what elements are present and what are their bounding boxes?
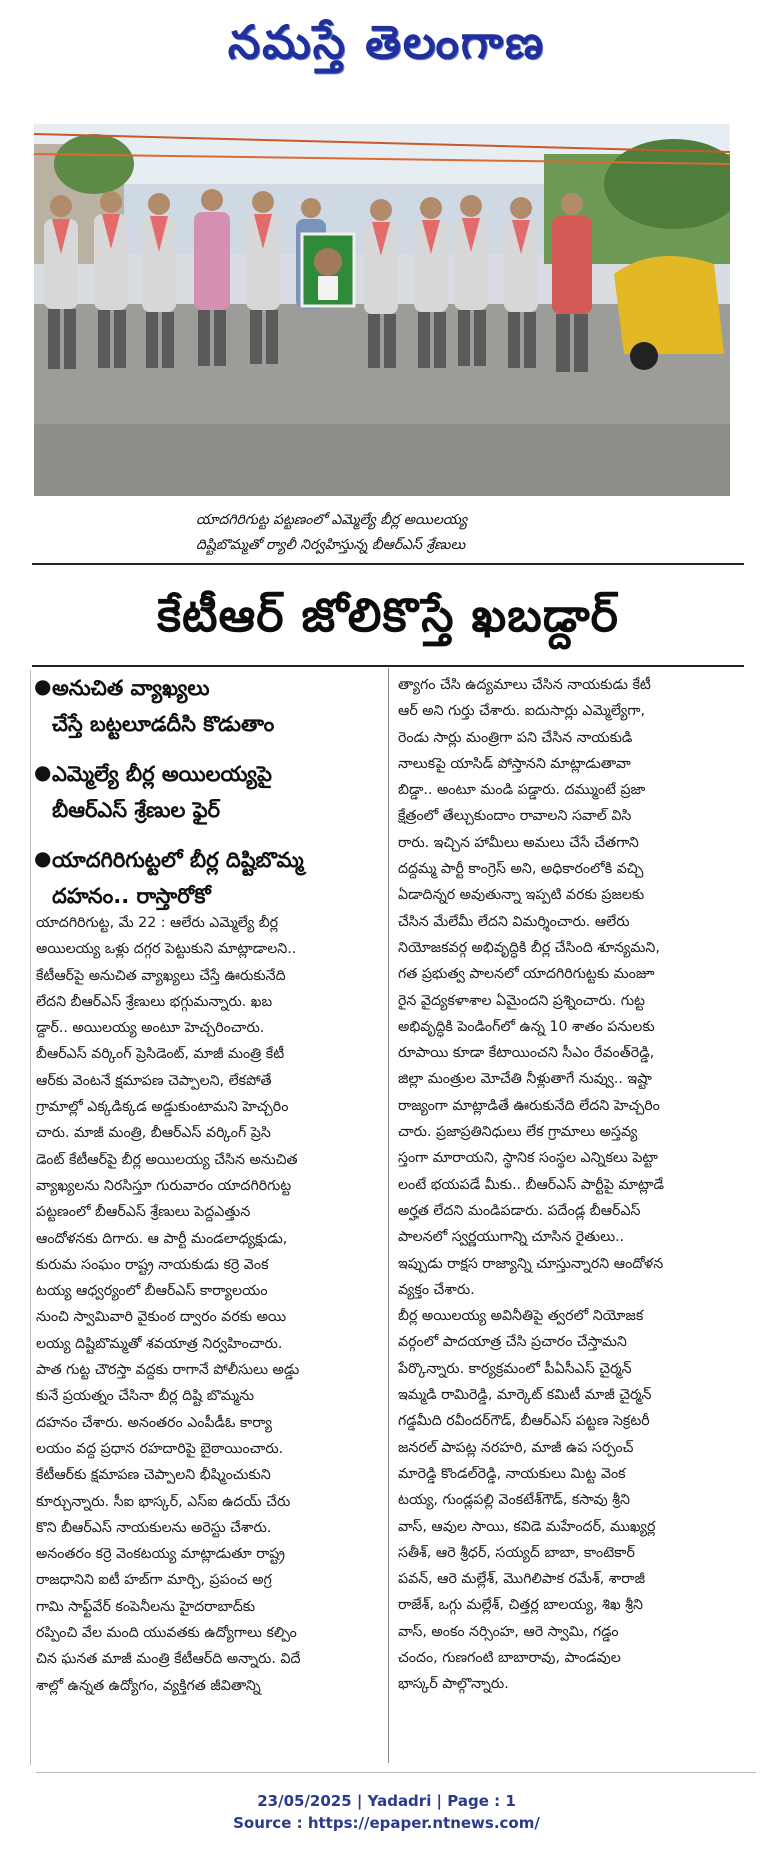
rally-photo-illustration — [34, 124, 730, 496]
photo-caption — [196, 508, 576, 558]
article-line: కూర్చున్నారు. సీఐ భాస్కర్‌, ఎస్‌ఐ ఉదయ్‌ చేరు — [36, 1493, 291, 1510]
newspaper-masthead — [0, 4, 773, 80]
article-line: ఆందోళనకు దిగారు. ఆ పార్టీ మండలాధ్యక్షుడు, — [36, 1230, 288, 1247]
article-line: జనరల్‌ పాపట్ల నరహరి, మాజీ ఉప సర్పంచ్‌ — [398, 1439, 634, 1456]
article-line: చారు. మాజీ మంత్రి, బీఆర్‌ఎస్‌ వర్కింగ్‌ ప్రెసి — [36, 1125, 271, 1142]
highlight-line: అనుచిత వ్యాఖ్యలు — [52, 676, 210, 700]
article-line: అయిలయ్య ఒళ్లు దగ్గర పెట్టుకుని మాట్లాడాలని.. — [36, 941, 297, 958]
masthead-title: నమస్తే తెలంగాణ — [227, 15, 546, 69]
highlight-item — [34, 756, 382, 828]
article-line: త్యాగం చేసి ఉద్యమాలు చేసిన నాయకుడు కేటీ — [398, 677, 651, 693]
article-line: అర్హత లేదని మండిపడారు. పదేండ్ల బీఆర్‌ఎస్‌ — [398, 1202, 641, 1219]
highlight-item — [34, 842, 382, 914]
bullet-icon: ● — [34, 674, 52, 698]
highlight-line: యాదగిరిగుట్టలో బీర్ల దిష్టిబొమ్మ — [52, 848, 304, 872]
article-line: గ్రామాల్లో ఎక్కడిక్కడ అడ్డుకుంటామని హెచ్చరిం — [36, 1099, 289, 1116]
article-line: ఆర్‌కు వెంటనే క్షమాపణ చెప్పాలని, లేకపోతే — [36, 1072, 272, 1089]
article-line: ఏడాదిన్నర అవుతున్నా ఇప్పటి వరకు ప్రజలకు — [398, 887, 645, 904]
article-line: కేటీఆర్‌పై అనుచిత వ్యాఖ్యలు చేస్తే ఊరుకునేది — [36, 967, 286, 984]
article-line: వ్యాఖ్యలను నిరసిస్తూ గురువారం యాదగిరిగుట్ట — [36, 1177, 292, 1194]
article-line: సతీశ్‌, ఆరె శ్రీధర్‌, సయ్యద్‌ బాబా, కాంటెకార్‌ — [398, 1544, 635, 1561]
article-line: వ్యక్తం చేశారు. — [398, 1281, 475, 1298]
article-line: శాల్లో ఉన్నత ఉద్యోగం, వ్యక్తిగత జీవితాన్ని — [36, 1677, 261, 1694]
article-line: నుంచి స్వామివారి వైకుంఠ ద్వారం వరకు అయి — [36, 1309, 287, 1326]
article-line: రైన వైద్యకళాశాల ఏమైందని ప్రశ్నించారు. గుట్ట — [398, 992, 645, 1009]
article-line: ఆర్‌ అని గుర్తు చేశారు. ఐదుసార్లు ఎమ్మెల్యేగా, — [398, 703, 645, 720]
article-line: బిడ్డా.. అంటూ మండి పడ్డారు. దమ్ముంటే ప్రజా — [398, 782, 646, 799]
highlight-line: చేస్తే బట్టలూడదీసి కొడుతాం — [52, 712, 275, 736]
footer-date-edition: 23/05/2025 | Yadadri | Page : 1 — [257, 1792, 516, 1810]
article-line: వాస్‌, ఆవుల సాయి, కవిడె మహేందర్‌, ముఖ్యర్ల — [398, 1518, 656, 1535]
article-line: కురుమ సంఘం రాష్ట్ర నాయకుడు కర్రె వెంక — [36, 1256, 269, 1273]
article-line: లయ్య దిష్టిబొమ్మతో శవయాత్ర నిర్వహించారు. — [36, 1335, 283, 1352]
highlight-line: బీఆర్‌ఎస్‌ శ్రేణుల ఫైర్‌ — [52, 798, 221, 822]
article-line: జిల్లా మంత్రుల మోచేతి నీళ్లుతాగే నువ్వు.. ఇష్టా — [398, 1071, 652, 1088]
article-line: రాజేశ్‌, ఒగ్గు మల్లేశ్‌, చిత్తర్ల బాలయ్య, శిఖ శ్రీని — [398, 1597, 643, 1614]
article-line: అనంతరం కర్రె వెంకటయ్య మాట్లాడుతూ రాష్ట్ర — [36, 1546, 285, 1563]
column-divider — [388, 668, 389, 1763]
highlight-line: దహనం.. రాస్తారోకో — [52, 884, 211, 908]
article-line: కునే ప్రయత్నం చేసినా బీర్ల దిష్టి బొమ్మను — [36, 1388, 255, 1405]
article-line: బీఆర్‌ఎస్‌ వర్కింగ్‌ ప్రెసిడెంట్‌, మాజీ మంత్రి కేటీ — [36, 1046, 285, 1063]
article-line: పేర్కొన్నారు. కార్యక్రమంలో పీఏసీఎస్‌ చైర్మన్‌ — [398, 1360, 632, 1377]
article-line: అభివృద్ధికి పెండింగ్‌లో ఉన్న 10 శాతం పనులకు — [398, 1018, 655, 1035]
caption-line: యాదగిరిగుట్ట పట్టణంలో ఎమ్మెల్యే బీర్ల అయిలయ్య — [196, 512, 468, 528]
article-left-column — [36, 910, 382, 1699]
article-line: గత ప్రభుత్వ పాలనలో యాదగిరిగుట్టకు మంజూ — [398, 966, 655, 983]
article-line: రాజ్యంగా మాట్లాడితే ఊరుకునేది లేదని హెచ్చరిం — [398, 1097, 660, 1114]
article-line: బీర్ల అయిలయ్య అవినీతిపై త్వరలో నియోజక — [398, 1308, 644, 1325]
headline: కేటీఆర్‌ జోలికొస్తే ఖబడ్దార్‌ — [157, 588, 619, 642]
article-line: పాత గుట్ట చౌరస్తా వద్దకు రాగానే పోలీసులు అడ్డు — [36, 1362, 300, 1379]
article-line: మారెడ్డి కొండల్‌రెడ్డి, నాయకులు మిట్ట వెంక — [398, 1465, 626, 1482]
article-line: కేటీఆర్‌కు క్షమాపణ చెప్పాలని భీష్మించుకుని — [36, 1467, 271, 1484]
footer-source: Source : https://epaper.ntnews.com/ — [233, 1814, 540, 1832]
article-line: వాస్‌, అంకం నర్సింహ, ఆరె స్వామి, గడ్డం — [398, 1623, 619, 1640]
article-line: ఇప్పుడు రాక్షస రాజ్యాన్ని చూస్తున్నారని ఆందోళన — [398, 1255, 664, 1272]
article-line: చేసిన మేలేమీ లేదని విమర్శించారు. ఆలేరు — [398, 913, 630, 930]
article-line: పట్టణంలో బీఆర్‌ఎస్‌ శ్రేణులు పెద్దఎత్తున — [36, 1204, 251, 1221]
article-line: నాలుకపై యాసిడ్‌ పోస్తానని మాట్లాడుతావా — [398, 755, 631, 772]
highlights-list — [34, 670, 382, 928]
article-line: లయం వద్ద ప్రధాన రహదారిపై బైఠాయించారు. — [36, 1440, 284, 1457]
article-line: పవన్‌, ఆరె మల్లేశ్‌, మొగిలిపాక రమేశ్‌, శారాజీ — [398, 1571, 645, 1588]
article-line: వర్గంలో పాదయాత్ర చేసి ప్రచారం చేస్తామని — [398, 1334, 627, 1351]
article-line: గామి సాఫ్ట్‌వేర్‌ కంపెనీలను హైదరాబాద్‌కు — [36, 1598, 256, 1615]
article-line: స్తంగా మారాయని, స్థానిక సంస్థల ఎన్నికలు పెట్టా — [398, 1150, 658, 1167]
article-line: లేదని బీఆర్‌ఎస్‌ శ్రేణులు భగ్గుమన్నారు. ఖబ — [36, 993, 273, 1010]
bottom-rule — [36, 1772, 756, 1773]
article-line: చిన ఘనత మాజీ మంత్రి కేటీఆర్‌ది అన్నారు. విదే — [36, 1651, 301, 1668]
article-line: భాస్కర్‌ పాల్గొన్నారు. — [398, 1676, 509, 1693]
column-rule-left — [30, 670, 31, 1765]
article-line: లంటే భయపడే మీకు.. బీఆర్‌ఎస్‌ పార్టీపై మాట్లాడే — [398, 1176, 664, 1193]
caption-line: దిష్టిబొమ్మతో ర్యాలీ నిర్వహిస్తున్న బీఆర్‌ఎస్‌ శ్రేణులు — [196, 537, 466, 553]
article-line: దద్దమ్మ పార్టీ కాంగ్రెస్‌ అని, అధికారంలోకి వచ్చి — [398, 861, 644, 878]
article-line: రారు. ఇచ్చిన హామీలు అమలు చేసే చేతగాని — [398, 834, 639, 851]
bullet-icon: ● — [34, 760, 52, 784]
highlight-line: ఎమ్మెల్యే బీర్ల అయిలయ్యపై — [52, 762, 272, 786]
article-line: రప్పించి వేల మంది యువతకు ఉద్యోగాలు కల్పిం — [36, 1625, 297, 1642]
article-line: రూపాయి కూడా కేటాయించని సీఎం రేవంత్‌రెడ్డి, — [398, 1045, 655, 1062]
article-line: ఇమ్మడి రామిరెడ్డి, మార్కెట్‌ కమిటీ మాజీ చైర్మన్‌ — [398, 1387, 652, 1404]
highlight-item — [34, 670, 382, 742]
bullet-icon: ● — [34, 846, 52, 870]
article-line: రెండు సార్లు మంత్రిగా పని చేసిన నాయకుడి — [398, 729, 633, 746]
article-line: చారు. ప్రజాప్రతినిధులు లేక గ్రామాలు అస్తవ్య — [398, 1124, 638, 1141]
article-line: టయ్య, గుండ్లపల్లి వెంకటేశ్‌గౌడ్‌, కసావు శ్రీని — [398, 1492, 630, 1509]
rally-photo — [34, 124, 730, 496]
headline-box — [32, 563, 744, 667]
article-line: కొని బీఆర్‌ఎస్‌ నాయకులను అరెస్టు చేశారు. — [36, 1519, 272, 1536]
article-line: నియోజకవర్గ అభివృద్ధికి బీర్ల చేసింది శూన్యమని, — [398, 939, 660, 956]
article-line: చందం, గుణగంటి బాబారావు, పాండవుల — [398, 1649, 621, 1666]
article-line: క్షేత్రంలో తేల్చుకుందాం రావాలని సవాల్‌ విసి — [398, 808, 632, 825]
page-footer — [0, 1790, 773, 1834]
article-line: రాజధానిని ఐటీ హబ్‌గా మార్చి, ప్రపంచ అగ్ర — [36, 1572, 272, 1589]
article-line: డెంట్‌ కేటీఆర్‌పై బీర్ల అయిలయ్య చేసిన అనుచిత — [36, 1151, 298, 1168]
article-line: పాలనలో స్వర్ణయుగాన్ని చూసిన రైతులు.. — [398, 1229, 625, 1246]
article-line: దహనం చేశారు. అనంతరం ఎంపీడీఓ కార్యా — [36, 1414, 273, 1431]
article-line: డ్దార్‌.. అయిలయ్య అంటూ హెచ్చరించారు. — [36, 1020, 265, 1037]
article-right-column — [398, 672, 748, 1698]
article-line: గడ్డమీది రవీందర్‌గౌడ్‌, బీఆర్‌ఎస్‌ పట్టణ సెక్రటరీ — [398, 1413, 650, 1430]
article-line: యాదగిరిగుట్ట, మే 22 : ఆలేరు ఎమ్మెల్యే బీర్ల — [36, 915, 279, 931]
article-line: టయ్య ఆధ్వర్యంలో బీఆర్‌ఎస్‌ కార్యాలయం — [36, 1283, 268, 1300]
